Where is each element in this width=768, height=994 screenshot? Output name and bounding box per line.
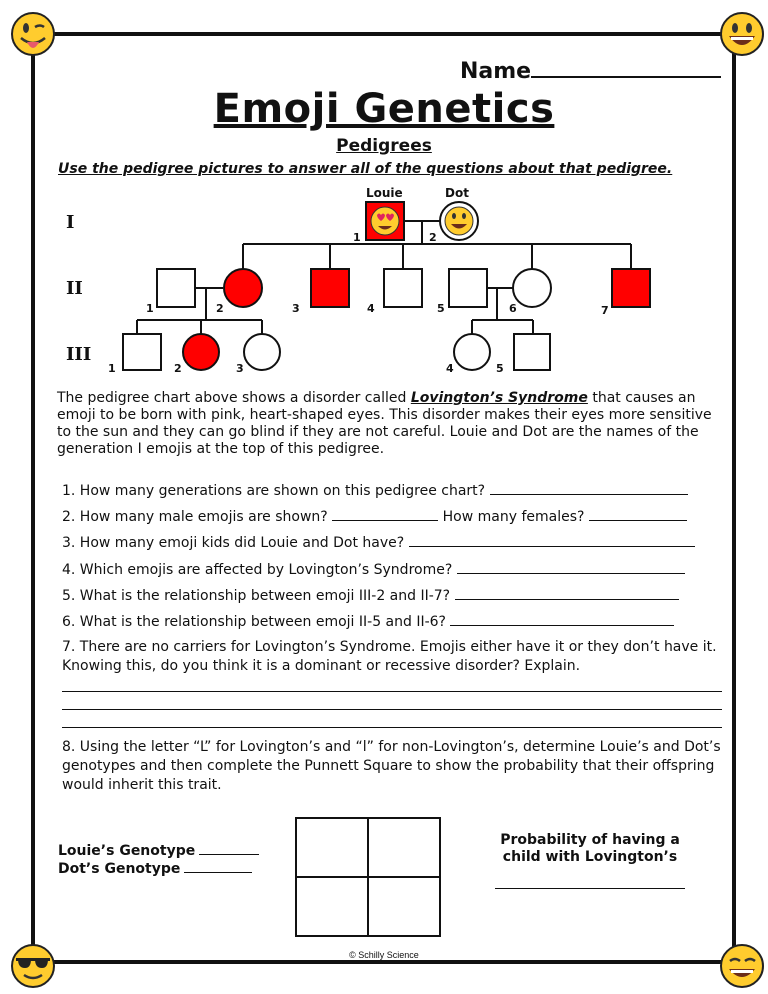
ii-1-male xyxy=(157,269,195,307)
question-5: 5. What is the relationship between emoji III-2 and II-7? xyxy=(62,585,679,604)
punnett-cell-3[interactable] xyxy=(296,877,368,936)
copyright: © Schilly Science xyxy=(349,950,419,960)
name-label: Name xyxy=(460,59,532,84)
num-ii-7: 7 xyxy=(601,304,609,317)
num-iii-2: 2 xyxy=(174,362,182,375)
generation-label-3: III xyxy=(66,344,92,365)
ii-6-female xyxy=(513,269,551,307)
answer-1-blank[interactable] xyxy=(490,480,688,495)
num-ii-4: 4 xyxy=(367,302,375,315)
answer-3-blank[interactable] xyxy=(409,532,695,547)
answer-4-blank[interactable] xyxy=(457,559,685,574)
ii-2-female-affected xyxy=(224,269,262,307)
page-title: Emoji Genetics xyxy=(213,86,555,132)
num-i-1: 1 xyxy=(353,231,361,244)
intro-paragraph: The pedigree chart above shows a disorder called Lovington’s Syndrome that causes an emoji to be born with pink, heart-shaped eyes. This disorder makes their eyes more sensitive to the sun and they can go blind if they are not careful. Louie and Dot are the names of the generation I emojis at the top of this pedigree. xyxy=(57,390,712,457)
question-8: 8. Using the letter “L” for Lovington’s and “l” for non-Lovington’s, determine Louie’s and Dot’s genotypes and then complete the Punnett Square to show the probability that their offspring would inherit this trait. xyxy=(62,739,721,793)
heart-eyes-emoji-icon xyxy=(371,207,399,235)
ii-4-male xyxy=(384,269,422,307)
num-ii-6: 6 xyxy=(509,302,517,315)
num-iii-3: 3 xyxy=(236,362,244,375)
question-1: 1. How many generations are shown on this pedigree chart? xyxy=(62,480,688,499)
question-6: 6. What is the relationship between emoji II-5 and II-6? xyxy=(62,611,674,630)
dot-name: Dot xyxy=(445,186,469,200)
answer-7-line-1[interactable] xyxy=(62,691,722,692)
generation-label-1: I xyxy=(66,212,75,233)
iii-3-female xyxy=(244,334,280,370)
num-ii-5: 5 xyxy=(437,302,445,315)
question-2: 2. How many male emojis are shown? How many females? xyxy=(62,506,687,525)
question-7: 7. There are no carriers for Lovington’s Syndrome. Emojis either have it or they don’t have it. Knowing this, do you think it is a dominant or recessive disorder? Explain. xyxy=(62,639,717,674)
question-4: 4. Which emojis are affected by Lovington’s Syndrome? xyxy=(62,559,685,578)
iii-5-male xyxy=(514,334,550,370)
answer-2a-blank[interactable] xyxy=(332,506,438,521)
generation-label-2: II xyxy=(66,278,83,299)
num-iii-4: 4 xyxy=(446,362,454,375)
answer-2b-blank[interactable] xyxy=(589,506,687,521)
iii-4-female xyxy=(454,334,490,370)
question-3: 3. How many emoji kids did Louie and Dot have? xyxy=(62,532,695,551)
num-ii-2: 2 xyxy=(216,302,224,315)
pedigree-chart xyxy=(0,0,768,390)
ii-5-male xyxy=(449,269,487,307)
answer-7-line-2[interactable] xyxy=(62,709,722,710)
num-iii-5: 5 xyxy=(496,362,504,375)
louie-genotype-blank[interactable] xyxy=(199,840,259,855)
probability-label: Probability of having a child with Lovington’s xyxy=(500,832,680,865)
punnett-cell-2[interactable] xyxy=(368,818,440,877)
probability-blank[interactable] xyxy=(495,888,685,889)
dot-genotype-blank[interactable] xyxy=(184,858,252,873)
iii-2-female-affected xyxy=(183,334,219,370)
num-ii-1: 1 xyxy=(146,302,154,315)
answer-5-blank[interactable] xyxy=(455,585,679,600)
ii-7-male-affected xyxy=(612,269,650,307)
louie-name: Louie xyxy=(366,186,403,200)
dot-genotype: Dot’s Genotype xyxy=(58,858,252,877)
punnett-square xyxy=(295,817,441,937)
ii-3-male-affected xyxy=(311,269,349,307)
punnett-cell-1[interactable] xyxy=(296,818,368,877)
num-ii-3: 3 xyxy=(292,302,300,315)
answer-7-line-3[interactable] xyxy=(62,727,722,728)
num-iii-1: 1 xyxy=(108,362,116,375)
louie-genotype: Louie’s Genotype xyxy=(58,840,259,859)
syndrome-name: Lovington’s Syndrome xyxy=(410,390,588,406)
iii-1-male xyxy=(123,334,161,370)
punnett-cell-4[interactable] xyxy=(368,877,440,936)
smile-emoji-icon xyxy=(445,207,473,235)
answer-6-blank[interactable] xyxy=(450,611,674,626)
num-i-2: 2 xyxy=(429,231,437,244)
instruction-text: Use the pedigree pictures to answer all of the questions about that pedigree. xyxy=(58,161,673,177)
page-subtitle: Pedigrees xyxy=(336,136,432,156)
